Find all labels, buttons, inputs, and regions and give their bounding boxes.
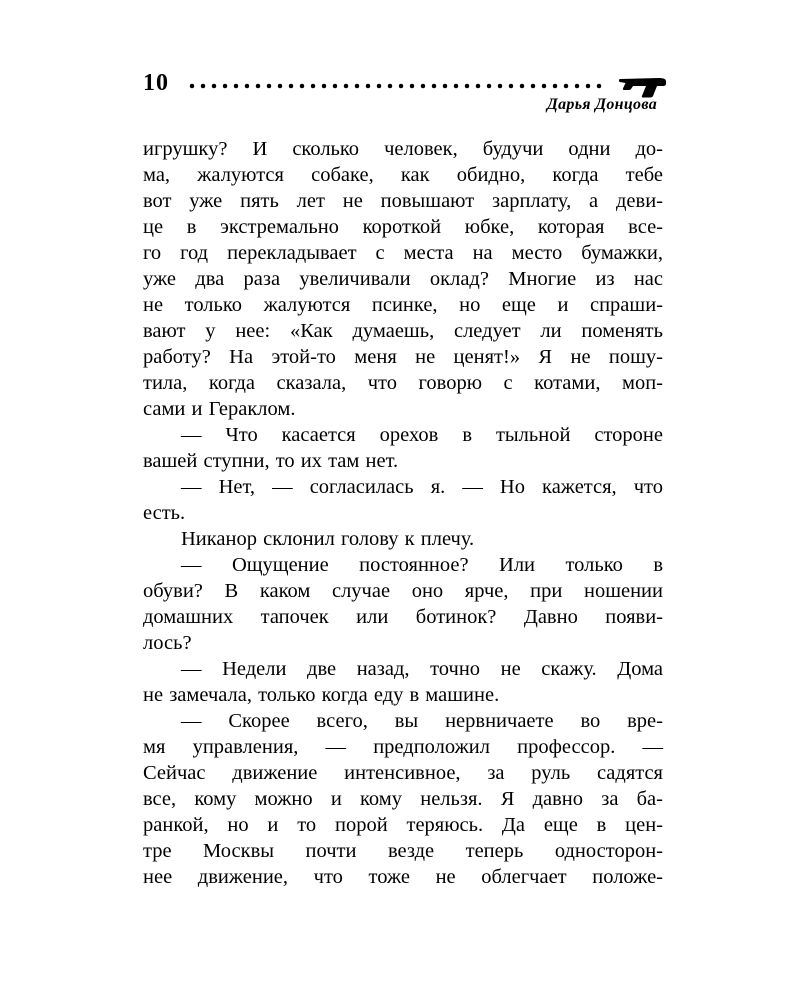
text-line: не замечала, только когда еду в машине. (143, 684, 500, 706)
text-line: не только жалуются псинке, но еще и спраши- (143, 294, 663, 316)
text-line: — Нет, — согласилась я. — Но кажется, что (181, 476, 663, 498)
page-number: 10 (143, 70, 169, 96)
paragraph (143, 708, 663, 890)
text-line: есть. (143, 502, 186, 524)
text-line: мя управления, — предположил профессор. — (143, 736, 663, 758)
text-line: обуви? В каком случае оно ярче, при ношении (143, 580, 663, 602)
text-line: ма, жалуются собаке, как обидно, когда тебе (143, 164, 663, 186)
text-line: нее движение, что тоже не облегчает положе- (143, 866, 663, 888)
text-line: тре Москвы почти везде теперь односторон- (143, 840, 663, 862)
page-header (143, 72, 663, 122)
paragraph (143, 422, 663, 474)
text-line: Сейчас движение интенсивное, за руль садятся (143, 762, 663, 784)
page-text (143, 136, 663, 890)
pistol-icon (619, 72, 667, 98)
text-line: Никанор склонил голову к плечу. (181, 528, 475, 550)
text-line: вот уже пять лет не повышают зарплату, а деви- (143, 190, 663, 212)
text-line: работу? На этой-то меня не ценят!» Я не пошу- (143, 346, 663, 368)
text-line: домашних тапочек или ботинок? Давно появи- (143, 606, 663, 628)
text-line: игрушку? И сколько человек, будучи одни до- (143, 138, 663, 160)
paragraph (143, 656, 663, 708)
author-name: Дарья Донцова (546, 96, 657, 113)
text-line: сами и Гераклом. (143, 398, 296, 420)
dotted-rule (189, 83, 607, 89)
text-line: го год перекладывает с места на место бумажки, (143, 242, 663, 264)
paragraph (143, 552, 663, 656)
text-line: лось? (143, 632, 192, 654)
text-line: уже два раза увеличивали оклад? Многие из нас (143, 268, 663, 290)
page-content (143, 72, 663, 890)
paragraph (143, 526, 663, 552)
text-line: — Скорее всего, вы нервничаете во вре- (181, 710, 663, 732)
text-line: все, кому можно и кому нельзя. Я давно за ба- (143, 788, 663, 810)
text-line: — Что касается орехов в тыльной стороне (181, 424, 663, 446)
text-line: вают у нее: «Как думаешь, следует ли поменять (143, 320, 663, 342)
text-line: тила, когда сказала, что говорю с котами, моп- (143, 372, 663, 394)
text-line: — Ощущение постоянное? Или только в (181, 554, 663, 576)
paragraph (143, 136, 663, 422)
text-line: це в экстремально короткой юбке, которая все- (143, 216, 663, 238)
text-line: ранкой, но и то порой теряюсь. Да еще в цен- (143, 814, 663, 836)
text-line: вашей ступни, то их там нет. (143, 450, 399, 472)
text-line: — Недели две назад, точно не скажу. Дома (181, 658, 663, 680)
paragraph (143, 474, 663, 526)
